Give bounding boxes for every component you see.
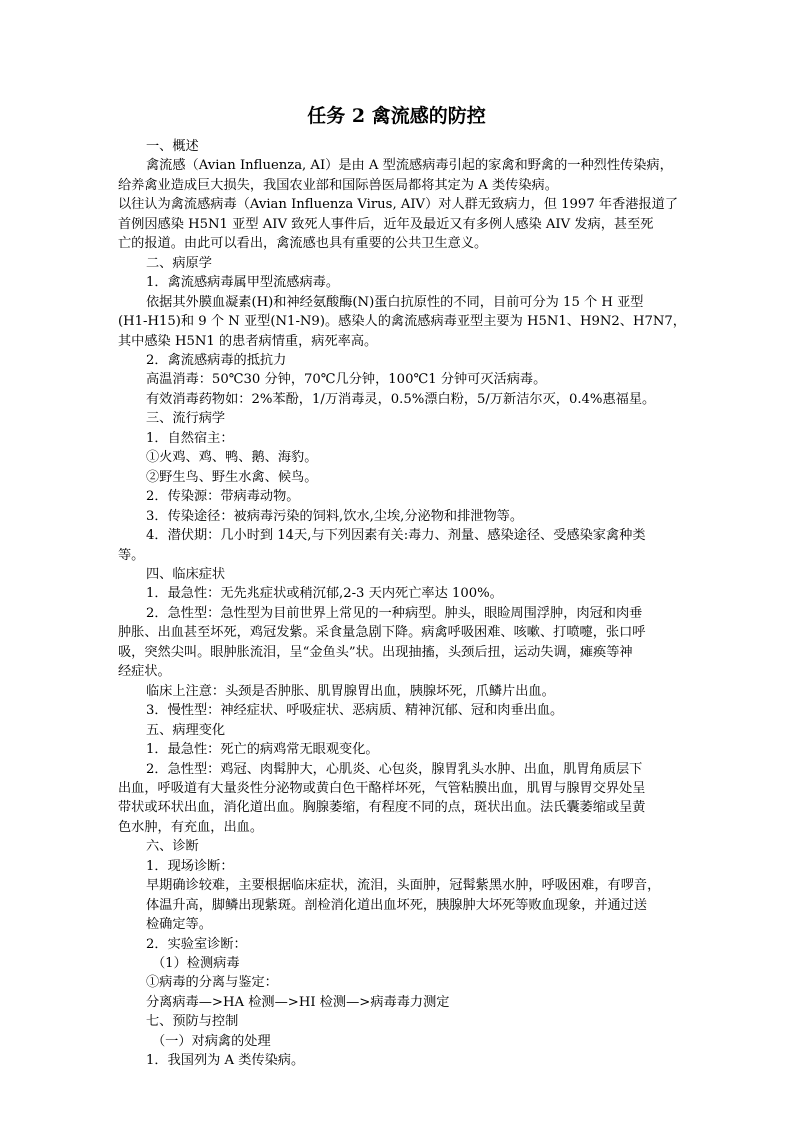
text-line: 以往认为禽流感病毒（Avian Influenza Virus, AIV）对人群无致病力，但 1997 年香港报道了 (118, 197, 679, 213)
text-line: 亡的报道。由此可以看出，禽流感也具有重要的公共卫生意义。 (118, 236, 488, 252)
text-line: 七、预防与控制 (146, 1014, 239, 1030)
text-line: 3．传染途径：被病毒污染的饲料,饮水,尘埃,分泌物和排泄物等。 (146, 508, 524, 524)
text-line: 等。 (118, 547, 145, 563)
text-line: 1．最急性：死亡的病鸡常无眼观变化。 (146, 742, 379, 758)
text-line: 首例因感染 H5N1 亚型 AIV 致死人事件后，近年及最近又有多例人感染 AIV 发病，甚至死 (118, 216, 654, 232)
text-line: ①火鸡、鸡、鸭、鹅、海豹。 (146, 450, 318, 466)
text-line: 1．自然宿主： (146, 430, 234, 446)
text-line: 2．实验室诊断： (146, 936, 247, 952)
text-line: 有效消毒药物如：2%苯酚，1/万消毒灵，0.5%漂白粉，5/万新洁尔灭，0.4%惠福星。 (146, 391, 656, 407)
text-line: 检确定等。 (146, 917, 212, 933)
text-line: 禽流感（Avian Influenza, AI）是由 A 型流感病毒引起的家禽和野禽的一种烈性传染病， (146, 158, 673, 174)
text-line: （一）对病禽的处理 (152, 1033, 271, 1049)
text-line: 三、流行病学 (146, 411, 226, 427)
text-line: 2．禽流感病毒的抵抗力 (146, 352, 287, 368)
text-line: 依据其外膜血凝素(H)和神经氨酸酶(N)蛋白抗原性的不同，目前可分为 15 个 H 亚型 (146, 294, 644, 310)
text-line: 1．最急性：无先兆症状或稍沉郁,2-3 天内死亡率达 100%。 (146, 586, 503, 602)
text-line: 四、临床症状 (146, 566, 226, 582)
text-line: 1．现场诊断： (146, 858, 234, 874)
text-line: 吸，突然尖叫。眼肿胀流泪，呈“金鱼头”状。出现抽搐，头颈后扭，运动失调，瘫痪等神 (118, 644, 633, 660)
text-line: 早期确诊较难，主要根据临床症状，流泪，头面肿，冠髯紫黑水肿，呼吸困难，有啰音， (146, 878, 661, 894)
text-line: 色水肿，有充血，出血。 (118, 819, 264, 835)
text-line: ①病毒的分离与鉴定： (146, 975, 278, 991)
text-line: ②野生鸟、野生水禽、候鸟。 (146, 469, 318, 485)
text-line: 2．急性型：鸡冠、肉髯肿大，心肌炎、心包炎，腺胃乳头水肿、出血，肌胃角质层下 (146, 761, 643, 777)
document-body (118, 137, 686, 1071)
text-line: 4．潜伏期：几小时到 14天,与下列因素有关:毒力、剂量、感染途径、受感染家禽种类 (146, 528, 646, 544)
text-line: 其中感染 H5N1 的患者病情重，病死率高。 (118, 333, 378, 349)
text-line: 给养禽业造成巨大损失，我国农业部和国际兽医局都将其定为 A 类传染病。 (118, 177, 558, 193)
text-line: 经症状。 (118, 664, 171, 680)
text-line: 2．急性型：急性型为目前世界上常见的一种病型。肿头，眼睑周围浮肿，肉冠和肉垂 (146, 605, 643, 621)
text-line: 肿胀、出血甚至坏死，鸡冠发紫。采食量急剧下降。病禽呼吸困难、咳嗽、打喷嚏，张口呼 (118, 625, 646, 641)
text-line: 1．我国列为 A 类传染病。 (146, 1053, 305, 1069)
text-line: (H1-H15)和 9 个 N 亚型(N1-N9)。感染人的禽流感病毒亚型主要为 H5N1、H9N2、H7N7， (118, 314, 686, 330)
text-line: （1）检测病毒 (152, 956, 240, 972)
text-line: 3．慢性型：神经症状、呼吸症状、恶病质、精神沉郁、冠和肉垂出血。 (146, 703, 564, 719)
text-line: 出血，呼吸道有大量炎性分泌物或黄白色干酪样坏死，气管粘膜出血，肌胃与腺胃交界处呈 (118, 780, 646, 796)
text-line: 1．禽流感病毒属甲型流感病毒。 (146, 275, 340, 291)
text-line: 临床上注意：头颈是否肿胀、肌胃腺胃出血，胰腺坏死，爪鳞片出血。 (146, 683, 555, 699)
text-line: 体温升高，脚鳞出现紫斑。剖检消化道出血坏死，胰腺肿大坏死等败血现象，并通过送 (146, 897, 648, 913)
text-line: 分离病毒—>HA 检测—>HI 检测—>病毒毒力测定 (146, 994, 450, 1010)
text-line: 2．传染源：带病毒动物。 (146, 489, 300, 505)
text-line: 五、病理变化 (146, 722, 226, 738)
text-line: 带状或环状出血，消化道出血。胸腺萎缩，有程度不同的点，斑状出血。法氏囊萎缩或呈黄 (118, 800, 646, 816)
document-title: 任务 2 禽流感的防控 (307, 105, 486, 127)
text-line: 一、概述 (146, 139, 199, 154)
text-line: 二、病原学 (146, 255, 212, 271)
text-line: 六、诊断 (146, 839, 199, 855)
text-line: 高温消毒：50℃30 分钟，70℃几分钟，100℃1 分钟可灭活病毒。 (146, 372, 547, 388)
